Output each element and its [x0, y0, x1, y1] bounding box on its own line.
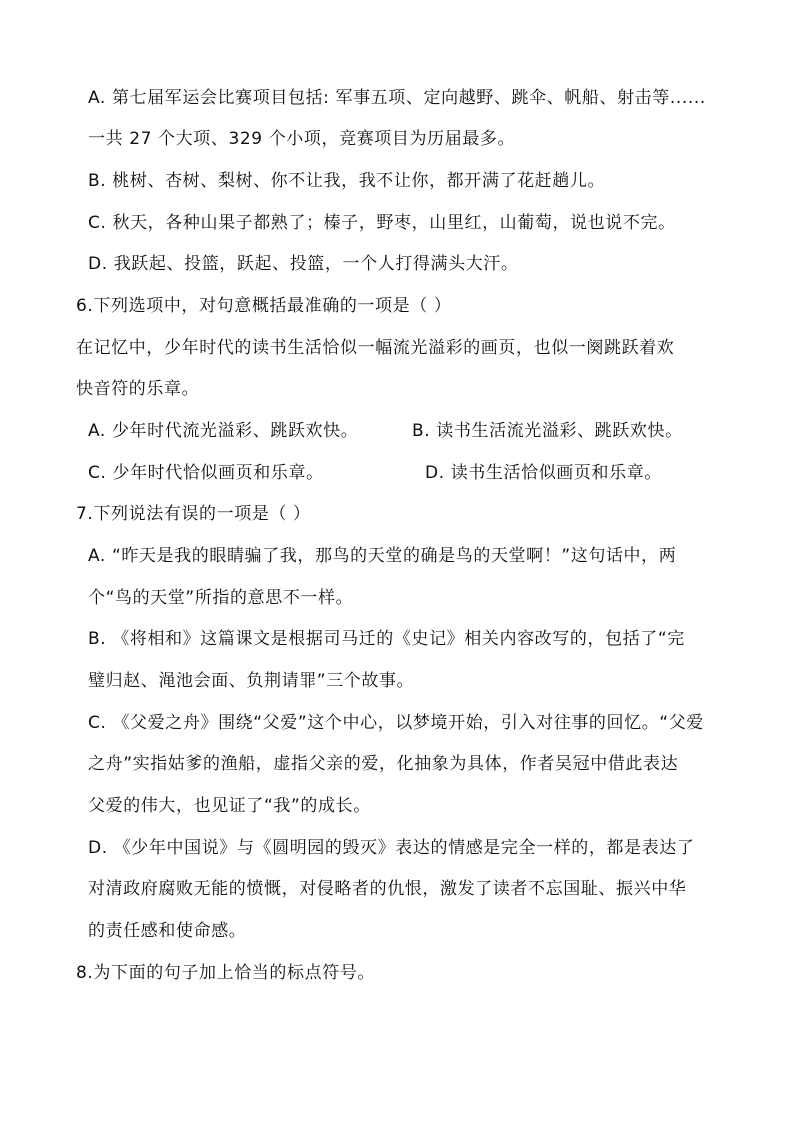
q6-passage-line2: 快音符的乐章。 — [76, 379, 200, 399]
q7-option-c-line1: C. 《父爱之舟》围绕“父爱”这个中心，以梦境开始，引入对往事的回忆。“父爱 — [88, 713, 704, 733]
q6-stem: 6.下列选项中，对句意概括最准确的一项是（ ） — [76, 296, 452, 316]
q5-option-b: B. 桃树、杏树、梨树、你不让我，我不让你，都开满了花赶趟儿。 — [88, 171, 606, 191]
q7-option-c-line3: 父爱的伟大，也见证了“我”的成长。 — [88, 796, 371, 816]
q6-option-d: D. 读书生活恰似画页和乐章。 — [425, 463, 662, 483]
q6-option-b: B. 读书生活流光溢彩、跳跃欢快。 — [412, 421, 683, 441]
q7-option-a-line2: 个“鸟的天堂”所指的意思不一样。 — [88, 588, 354, 608]
q7-stem: 7.下列说法有误的一项是（ ） — [76, 504, 311, 524]
q6-passage-line1: 在记忆中，少年时代的读书生活恰似一幅流光溢彩的画页，也似一阕跳跃着欢 — [76, 338, 675, 358]
q7-option-d-line1: D. 《少年中国说》与《圆明园的毁灭》表达的情感是完全一样的，都是表达了 — [88, 838, 695, 858]
q5-option-d: D. 我跃起、投篮，跃起、投篮，一个人打得满头大汗。 — [88, 254, 519, 274]
q7-option-a-line1: A. “昨天是我的眼睛骗了我，那鸟的天堂的确是鸟的天堂啊！”这句话中，两 — [88, 546, 677, 566]
q5-option-a-line1: A. 第七届军运会比赛项目包括: 军事五项、定向越野、跳伞、帆船、射击等...... — [88, 88, 706, 108]
q7-option-d-line2: 对清政府腐败无能的愤慨，对侵略者的仇恨，激发了读者不忘国耻、振兴中华 — [88, 879, 687, 899]
q6-option-c: C. 少年时代恰似画页和乐章。 — [88, 463, 324, 483]
q6-option-a: A. 少年时代流光溢彩、跳跃欢快。 — [88, 421, 359, 441]
q7-option-b-line1: B. 《将相和》这篇课文是根据司马迁的《史记》相关内容改写的，包括了“完 — [88, 629, 685, 649]
q7-option-c-line2: 之舟”实指姑爹的渔船，虚指父亲的爱，化抽象为具体，作者吴冠中借此表达 — [88, 754, 679, 774]
q8-stem: 8.为下面的句子加上恰当的标点符号。 — [76, 963, 376, 983]
q7-option-b-line2: 璧归赵、渑池会面、负荆请罪”三个故事。 — [88, 671, 415, 691]
q7-option-d-line3: 的责任感和使命感。 — [88, 921, 247, 941]
q5-option-c: C. 秋天，各种山果子都熟了；榛子，野枣，山里红，山葡萄，说也说不完。 — [88, 213, 676, 233]
q5-option-a-line2: 一共 27 个大项、329 个小项，竞赛项目为历届最多。 — [88, 129, 516, 149]
